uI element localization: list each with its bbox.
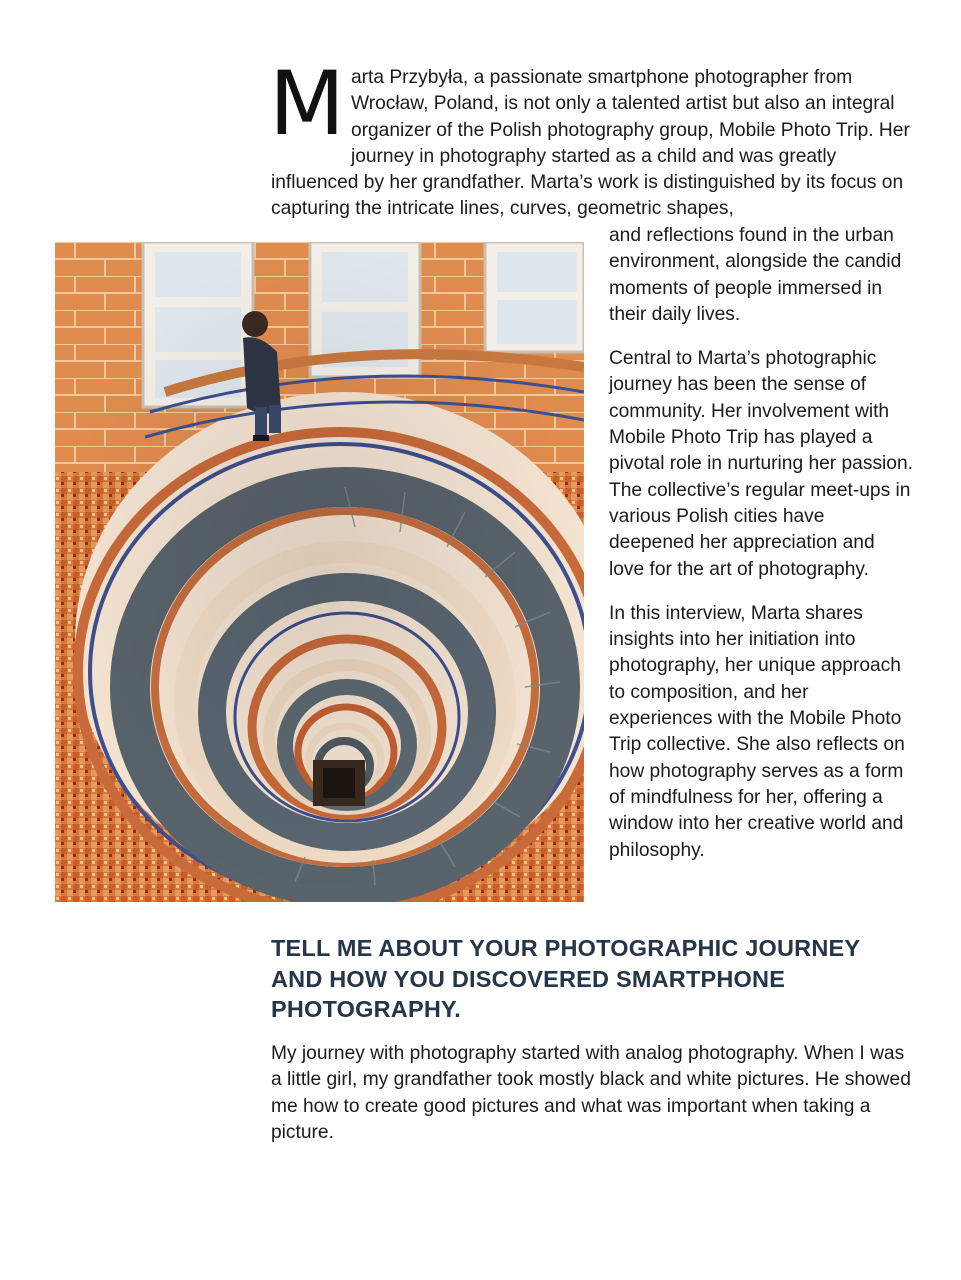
intro-text: arta Przybyła, a passionate smartphone photographer from Wrocław, Poland, is not only a talented artist but also an integral organizer of the Polish photography group, Mobile Photo Trip. Her journey in photography started as a child and was greatly influenced by her grandfather. Marta’s work is distinguished by its focus on capturing the intricate lines, curves, geometric shapes, <box>271 67 910 220</box>
right-paragraph-2: Central to Marta’s photographic journey has been the sense of community. Her involvement with Mobile Photo Trip has played a pivotal role in nurturing her passion. The collective’s regular meet-ups in various Polish cities have deepened her appreciation and love for the art of photography. <box>609 348 913 580</box>
right-paragraph-3: In this interview, Marta shares insights into her initiation into photography, her unique approach to composition, and her experiences with the Mobile Photo Trip collective. She also reflects on how photography serves as a form of mindfulness for her, offering a window into her creative world and philosophy. <box>609 602 905 861</box>
right-column <box>609 223 914 882</box>
answer-paragraph: My journey with photography started with analog photography. When I was a little girl, my grandfather took mostly black and white pictures. He showed me how to create good pictures and what was important when taking a picture. <box>271 1043 911 1143</box>
section-heading: TELL ME ABOUT YOUR PHOTOGRAPHIC JOURNEY AND HOW YOU DISCOVERED SMARTPHONE PHOTOGRAPHY. <box>271 935 860 1022</box>
staircase-illustration <box>55 242 584 902</box>
right-paragraph-1: and reflections found in the urban environment, alongside the candid moments of people immersed in their daily lives. <box>609 225 902 325</box>
spiral-staircase-photo <box>55 242 584 902</box>
drop-cap: M <box>269 52 345 155</box>
intro-paragraph <box>269 52 911 223</box>
